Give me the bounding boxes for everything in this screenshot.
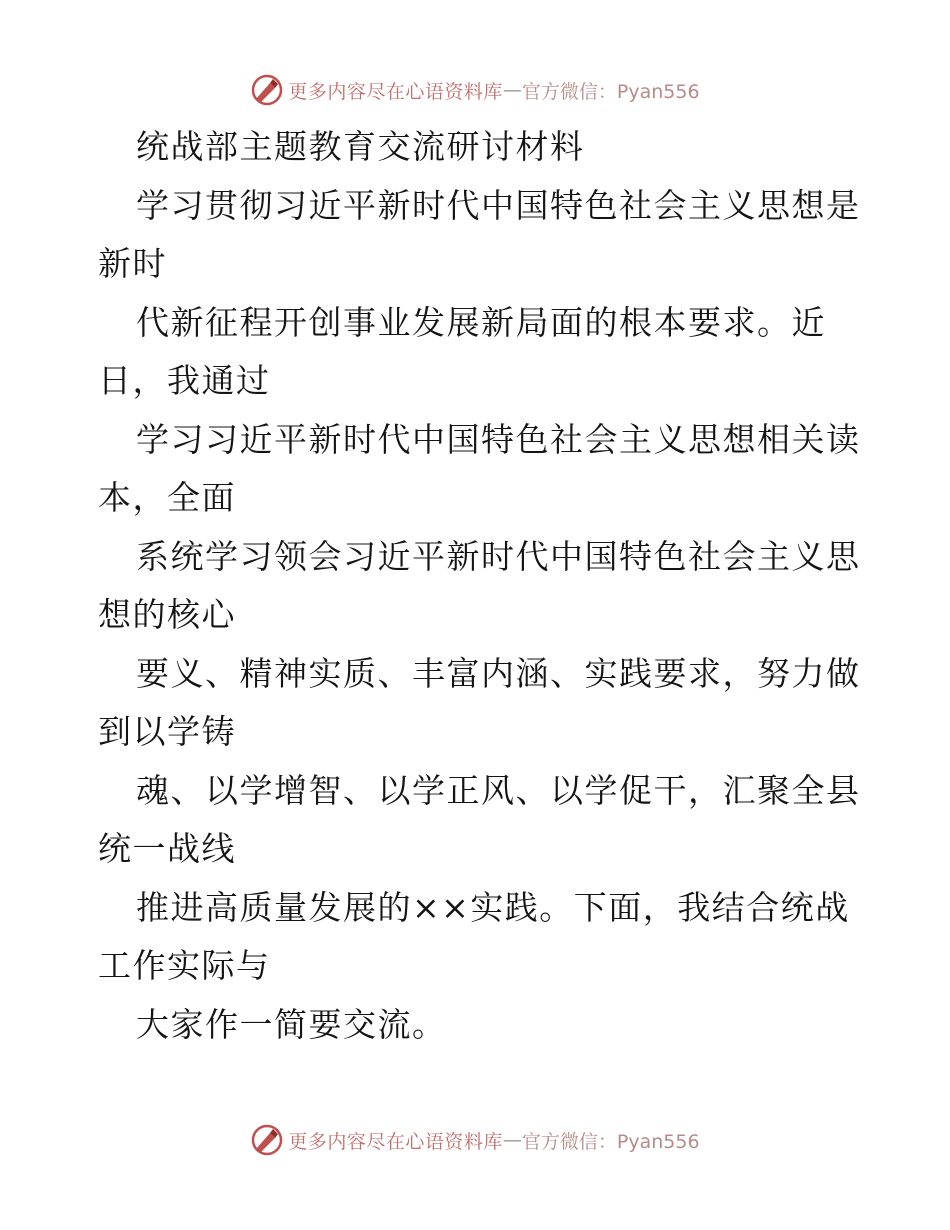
document-body <box>98 118 861 1054</box>
paragraph-line: 统一战线 <box>98 829 236 868</box>
paragraph-line: 学习习近平新时代中国特色社会主义思想相关读 <box>136 419 861 459</box>
banner-text: 更多内容尽在心语资料库 <box>288 80 503 103</box>
pen-logo-icon <box>250 1123 284 1157</box>
pen-logo-icon <box>250 73 284 107</box>
paragraph-line: 日，我通过 <box>98 361 271 400</box>
document-title: 统战部主题教育交流研讨材料 <box>136 127 585 166</box>
banner-text: 更多内容尽在心语资料库 <box>288 1130 503 1153</box>
banner-separator: — <box>502 79 522 101</box>
paragraph-line: 工作实际与 <box>98 946 271 985</box>
paragraph-line: 新时 <box>98 244 167 283</box>
banner-contact: 官方微信：Pyan556 <box>521 80 700 103</box>
paragraph-line: 代新征程开创事业发展新局面的根本要求。近 <box>136 302 826 342</box>
paragraph-line: 要义、精神实质、丰富内涵、实践要求，努力做 <box>136 653 861 693</box>
paragraph-line: 本，全面 <box>98 478 236 517</box>
header-watermark-banner <box>0 70 950 110</box>
banner-separator: — <box>502 1129 522 1151</box>
footer-watermark-banner <box>0 1120 950 1160</box>
paragraph-line: 大家作一简要交流。 <box>136 1004 447 1044</box>
paragraph-line: 推进高质量发展的××实践。下面，我结合统战 <box>136 887 850 927</box>
paragraph-line: 想的核心 <box>98 595 236 634</box>
banner-contact: 官方微信：Pyan556 <box>521 1130 700 1153</box>
paragraph-line: 系统学习领会习近平新时代中国特色社会主义思 <box>136 536 861 576</box>
paragraph-line: 学习贯彻习近平新时代中国特色社会主义思想是 <box>136 185 861 225</box>
paragraph-line: 魂、以学增智、以学正风、以学促干，汇聚全县 <box>136 770 861 810</box>
paragraph-line: 到以学铸 <box>98 712 236 751</box>
